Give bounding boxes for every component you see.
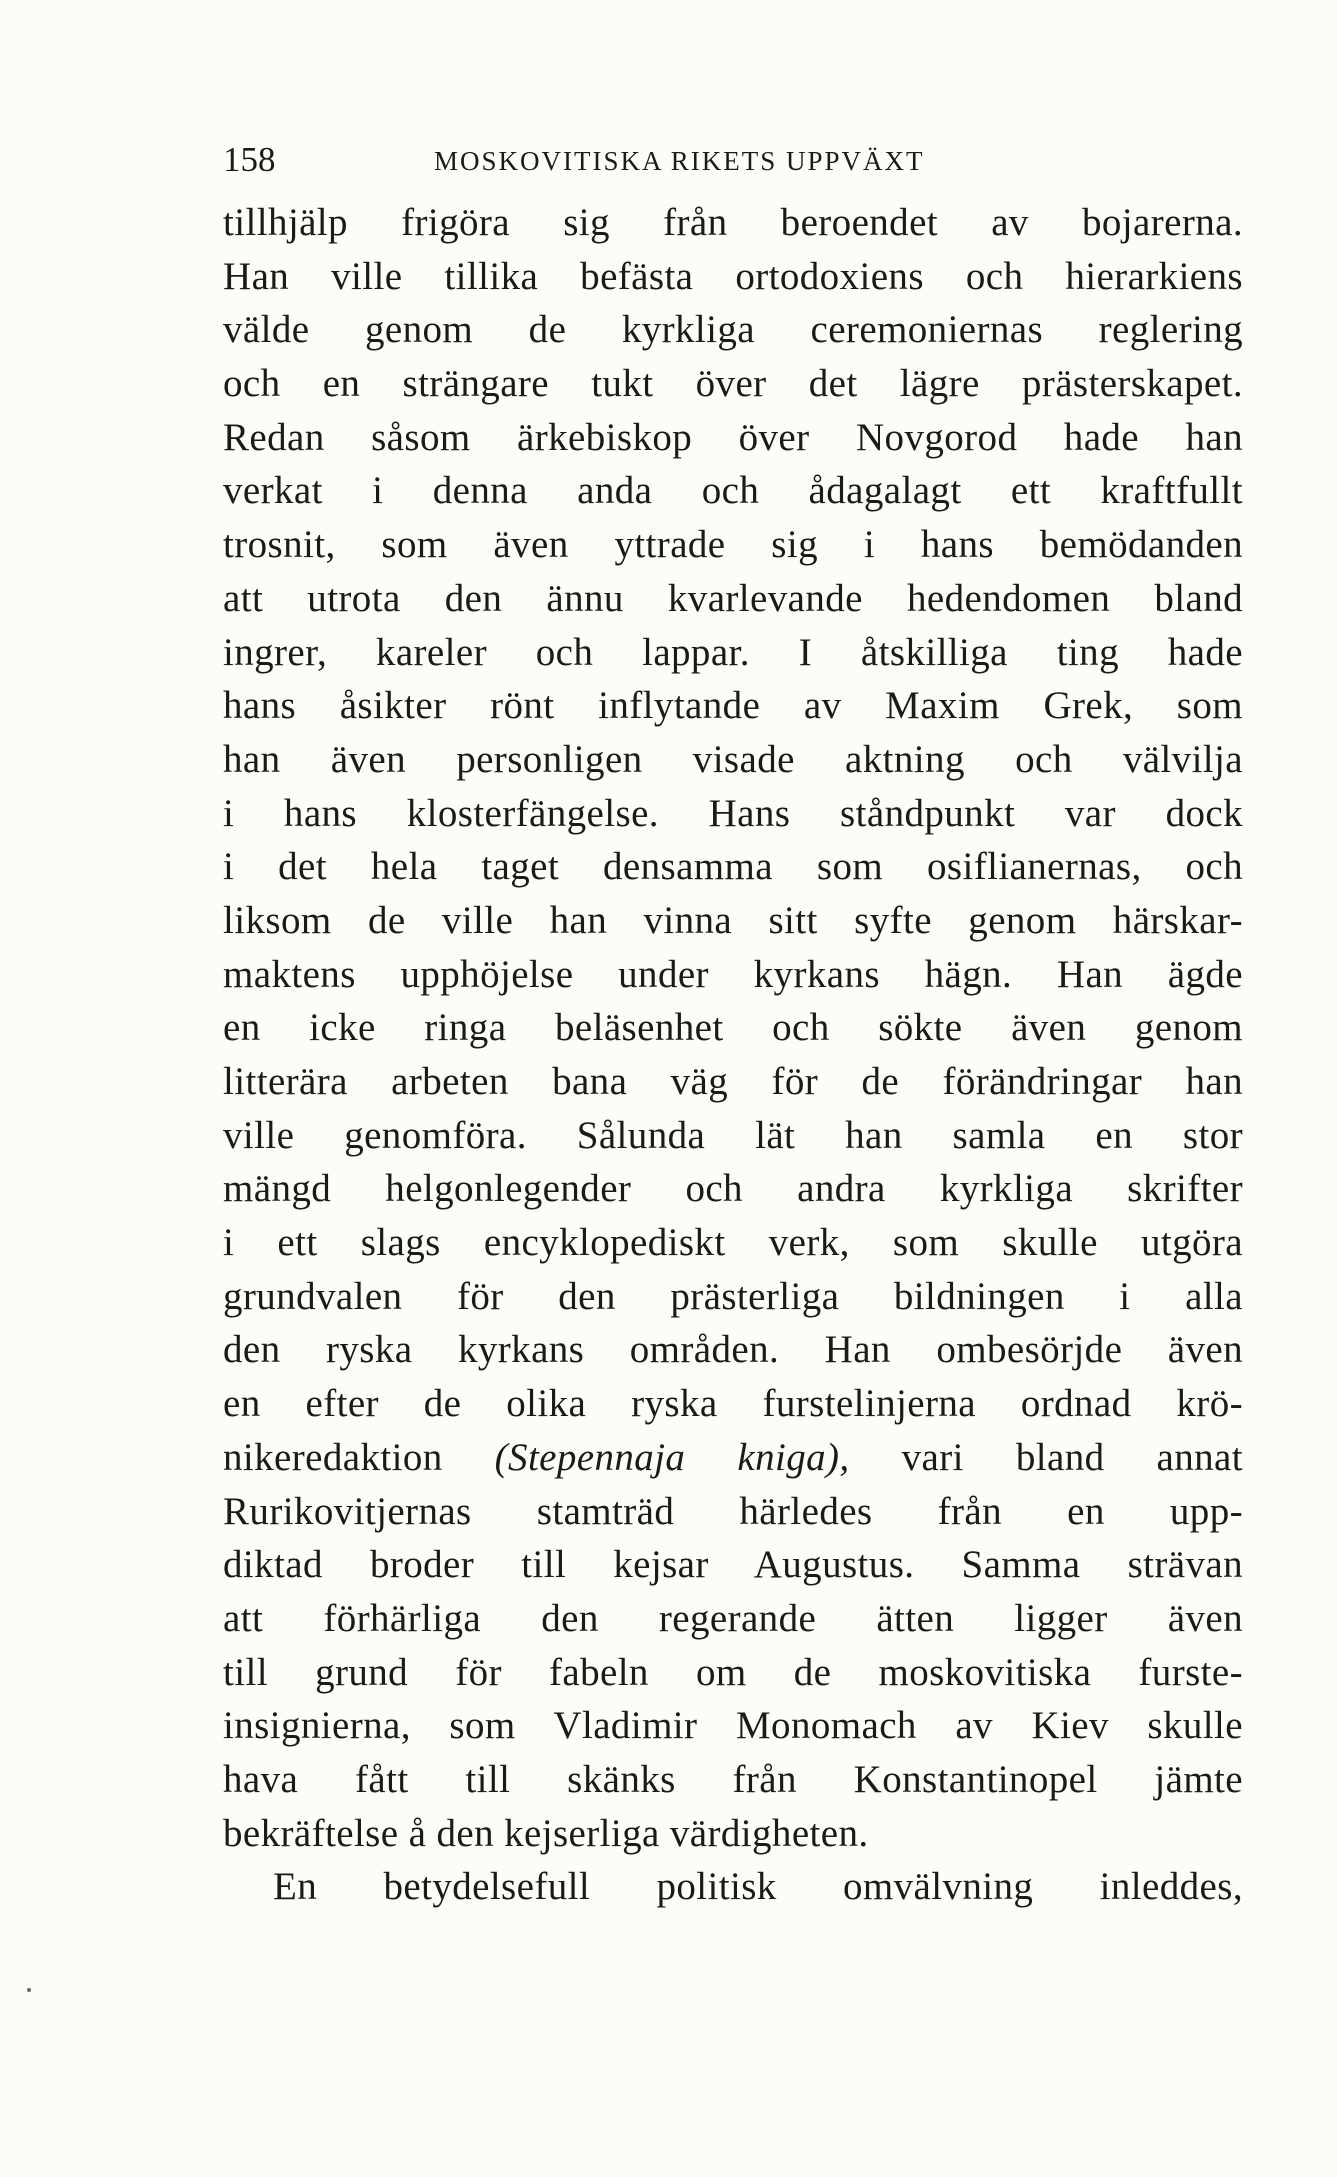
text-line: och en strängare tukt över det lägre prästerskapet. (223, 362, 1243, 406)
text-line: ingrer, kareler och lappar. I åtskilliga ting hade (223, 630, 1243, 674)
text-line: mängd helgonlegender och andra kyrkliga skrifter (223, 1167, 1243, 1211)
paper-speck (27, 1988, 31, 1992)
running-head: MOSKOVITISKA RIKETS UPPVÄXT (434, 146, 925, 176)
text-line: i hans klosterfängelse. Hans ståndpunkt var dock (223, 791, 1243, 835)
text-line: diktad broder till kejsar Augustus. Samma strävan (223, 1543, 1243, 1587)
text-line: tillhjälp frigöra sig från beroendet av bojarerna. (223, 201, 1243, 244)
body-text (223, 196, 1243, 1914)
text-line: ville genomföra. Sålunda lät han samla en stor (223, 1113, 1243, 1157)
text-line-with-italic-title (223, 1431, 1243, 1485)
text-line: en efter de olika ryska furstelinjerna ordnad krö- (223, 1382, 1243, 1426)
text-line: liksom de ville han vinna sitt syfte genom härskar- (223, 898, 1243, 942)
text-line: hava fått till skänks från Konstantinopel jämte (223, 1757, 1243, 1801)
text-segment: vari bland annat (849, 1435, 1243, 1479)
text-line: insignierna, som Vladimir Monomach av Kiev skulle (223, 1704, 1243, 1748)
page-header (223, 138, 1243, 182)
text-segment: nikeredaktion (223, 1435, 495, 1479)
text-line: en icke ringa beläsenhet och sökte även genom (223, 1006, 1243, 1050)
text-line: i det hela taget densamma som osiflianernas, och (223, 845, 1243, 889)
text-line: hans åsikter rönt inflytande av Maxim Grek, som (223, 684, 1243, 728)
text-line: Han ville tillika befästa ortodoxiens och hierarkiens (223, 254, 1243, 298)
text-line: att förhärliga den regerande ätten ligger även (223, 1596, 1243, 1640)
text-line-paragraph-end: bekräftelse å den kejserliga värdigheten. (223, 1811, 869, 1855)
text-line: grundvalen för den prästerliga bildningen i alla (223, 1274, 1243, 1318)
text-line: maktens upphöjelse under kyrkans hägn. Han ägde (223, 952, 1243, 996)
text-line: välde genom de kyrkliga ceremoniernas reglering (223, 308, 1243, 352)
text-line: litterära arbeten bana väg för de förändringar han (223, 1060, 1243, 1103)
italic-book-title: (Stepennaja kniga), (494, 1435, 850, 1479)
text-line: han även personligen visade aktning och välvilja (223, 737, 1243, 781)
text-line: till grund för fabeln om de moskovitiska furste- (223, 1650, 1243, 1694)
text-line: verkat i denna anda och ådagalagt ett kraftfullt (223, 469, 1243, 513)
text-line-paragraph-start: En betydelsefull politisk omvälvning inleddes, (273, 1865, 1243, 1909)
text-line: den ryska kyrkans områden. Han ombesörjde även (223, 1328, 1243, 1372)
page-number: 158 (223, 140, 276, 179)
text-line: i ett slags encyklopediskt verk, som skulle utgöra (223, 1221, 1243, 1265)
text-line: trosnit, som även yttrade sig i hans bemödanden (223, 523, 1243, 567)
text-line: att utrota den ännu kvarlevande hedendomen bland (223, 576, 1243, 620)
text-line: Redan såsom ärkebiskop över Novgorod hade han (223, 415, 1243, 459)
text-line: Rurikovitjernas stamträd härledes från en upp- (223, 1489, 1243, 1533)
